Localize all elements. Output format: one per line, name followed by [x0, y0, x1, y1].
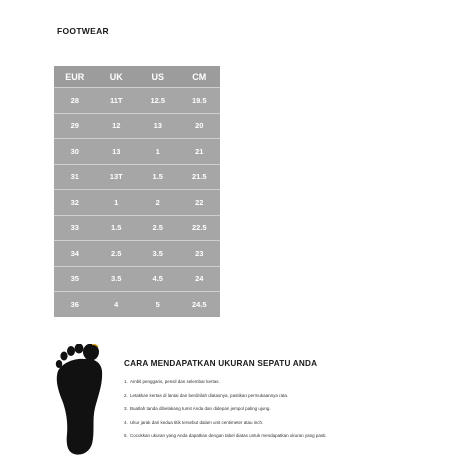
- size-table-header-row: [54, 66, 220, 88]
- size-cell-cm: 21.5: [179, 164, 221, 190]
- list-item: [124, 420, 444, 425]
- table-row: [54, 241, 220, 267]
- page-title: FOOTWEAR: [57, 26, 109, 36]
- step-text: Letakkan kertas di lantai dan berdirilah diatasnya, pastikan permukaannya rata.: [130, 392, 289, 398]
- step-text: Buatlah tanda dibelakang tumit Anda dan didepan jempol paling ujung.: [130, 406, 271, 411]
- toe-small-3: [67, 346, 75, 356]
- size-cell-eur: 34: [54, 241, 96, 267]
- size-cell-cm: 24.5: [179, 292, 221, 317]
- step-text: Cocokkan ukuran yang Anda dapatkan dengan tabel diatas untuk mendapatkan ukuran yang pasti.: [130, 433, 327, 438]
- size-guide-section: [124, 359, 444, 447]
- step-number: 1.: [124, 379, 128, 384]
- size-cell-uk: 13: [96, 139, 138, 165]
- guide-heading: CARA MENDAPATKAN UKURAN SEPATU ANDA: [124, 359, 318, 368]
- size-cell-eur: 36: [54, 292, 96, 317]
- size-cell-cm: 22.5: [179, 215, 221, 241]
- column-header-us: US: [137, 66, 179, 88]
- sole-shape: [57, 359, 102, 455]
- size-cell-uk: 12: [96, 113, 138, 139]
- guide-steps-list: [124, 379, 444, 438]
- size-cell-us: 5: [137, 292, 179, 317]
- size-cell-us: 3.5: [137, 241, 179, 267]
- column-header-cm: CM: [179, 66, 221, 88]
- size-cell-cm: 24: [179, 266, 221, 292]
- foot-sole-icon: [54, 344, 106, 456]
- table-row: [54, 164, 220, 190]
- list-item: [124, 406, 444, 411]
- size-cell-us: 4.5: [137, 266, 179, 292]
- step-number: 4.: [124, 419, 128, 425]
- table-row: [54, 113, 220, 139]
- list-item: [124, 379, 444, 384]
- size-cell-cm: 19.5: [179, 88, 221, 114]
- step-text: Ukur jarak dari kedua titik tersebut dalam unit centimeter atau inch.: [130, 419, 264, 425]
- list-item: [124, 393, 444, 398]
- size-cell-cm: 20: [179, 113, 221, 139]
- size-cell-us: 2: [137, 190, 179, 216]
- size-cell-us: 1.5: [137, 164, 179, 190]
- list-item: [124, 433, 444, 438]
- table-row: [54, 292, 220, 317]
- size-cell-us: 12.5: [137, 88, 179, 114]
- size-cell-uk: 4: [96, 292, 138, 317]
- toe-small-2: [60, 352, 67, 361]
- size-cell-cm: 22: [179, 190, 221, 216]
- size-cell-uk: 1: [96, 190, 138, 216]
- size-cell-us: 13: [137, 113, 179, 139]
- size-cell-eur: 30: [54, 139, 96, 165]
- size-cell-eur: 33: [54, 215, 96, 241]
- column-header-uk: UK: [96, 66, 138, 88]
- size-cell-uk: 3.5: [96, 266, 138, 292]
- toe-big: [83, 344, 99, 361]
- size-cell-uk: 1.5: [96, 215, 138, 241]
- table-row: [54, 190, 220, 216]
- step-number: 5.: [124, 433, 128, 438]
- size-cell-eur: 28: [54, 88, 96, 114]
- column-header-eur: EUR: [54, 66, 96, 88]
- size-cell-us: 1: [137, 139, 179, 165]
- step-number: 3.: [124, 406, 128, 411]
- size-table-body: [54, 88, 220, 317]
- size-cell-uk: 2.5: [96, 241, 138, 267]
- size-cell-eur: 31: [54, 164, 96, 190]
- table-row: [54, 88, 220, 114]
- size-cell-cm: 23: [179, 241, 221, 267]
- size-chart-table: [54, 66, 220, 317]
- toe-small-4: [75, 344, 84, 354]
- table-row: [54, 215, 220, 241]
- step-number: 2.: [124, 392, 128, 398]
- size-cell-uk: 11T: [96, 88, 138, 114]
- size-cell-cm: 21: [179, 139, 221, 165]
- size-cell-eur: 32: [54, 190, 96, 216]
- size-cell-us: 2.5: [137, 215, 179, 241]
- size-cell-eur: 29: [54, 113, 96, 139]
- table-row: [54, 139, 220, 165]
- size-cell-eur: 35: [54, 266, 96, 292]
- size-cell-uk: 13T: [96, 164, 138, 190]
- step-text: Ambil penggaris, pensil dan selembar kertas.: [130, 379, 220, 384]
- table-row: [54, 266, 220, 292]
